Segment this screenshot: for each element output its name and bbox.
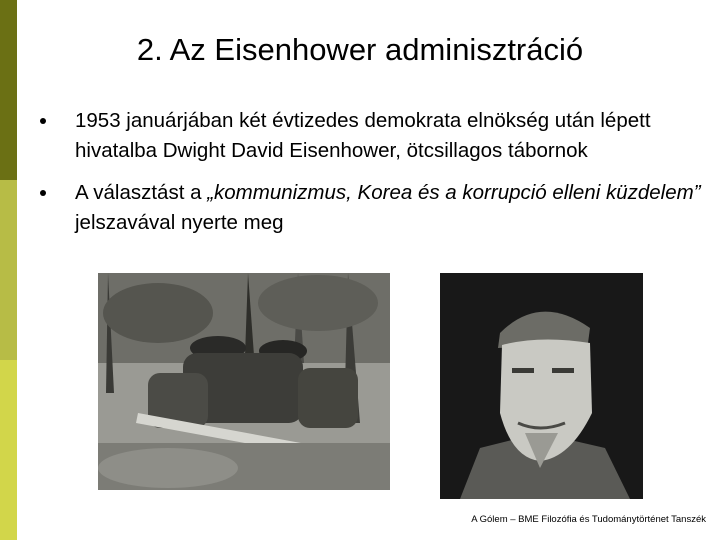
bullet-text: 1953 januárjában két évtizedes demokrata elnökség után lépett hivatalba Dwight David Eisenhower, ötcsillagos tábornok	[75, 109, 651, 162]
eisenhower-portrait-photo	[440, 273, 643, 499]
bullet-text-emphasis: „kommunizmus, Korea és a korrupció elleni küzdelem”	[207, 181, 701, 204]
bullet-dot-icon	[40, 118, 46, 124]
bullet-item	[38, 178, 706, 238]
bullet-item	[38, 106, 706, 166]
side-stripe-light	[0, 360, 17, 540]
side-stripe-mid	[0, 180, 17, 360]
side-stripe-dark	[0, 0, 17, 180]
bullet-dot-icon	[40, 190, 46, 196]
footer-credit: A Gólem – BME Filozófia és Tudománytörténet Tanszék	[471, 514, 706, 525]
soldiers-jungle-photo	[98, 273, 390, 490]
bullet-list	[38, 106, 706, 250]
slide-title: 2. Az Eisenhower adminisztráció	[136, 32, 584, 67]
bullet-text-prefix: A választást a	[75, 181, 208, 204]
bullet-text-suffix: jelszavával nyerte meg	[75, 211, 284, 234]
